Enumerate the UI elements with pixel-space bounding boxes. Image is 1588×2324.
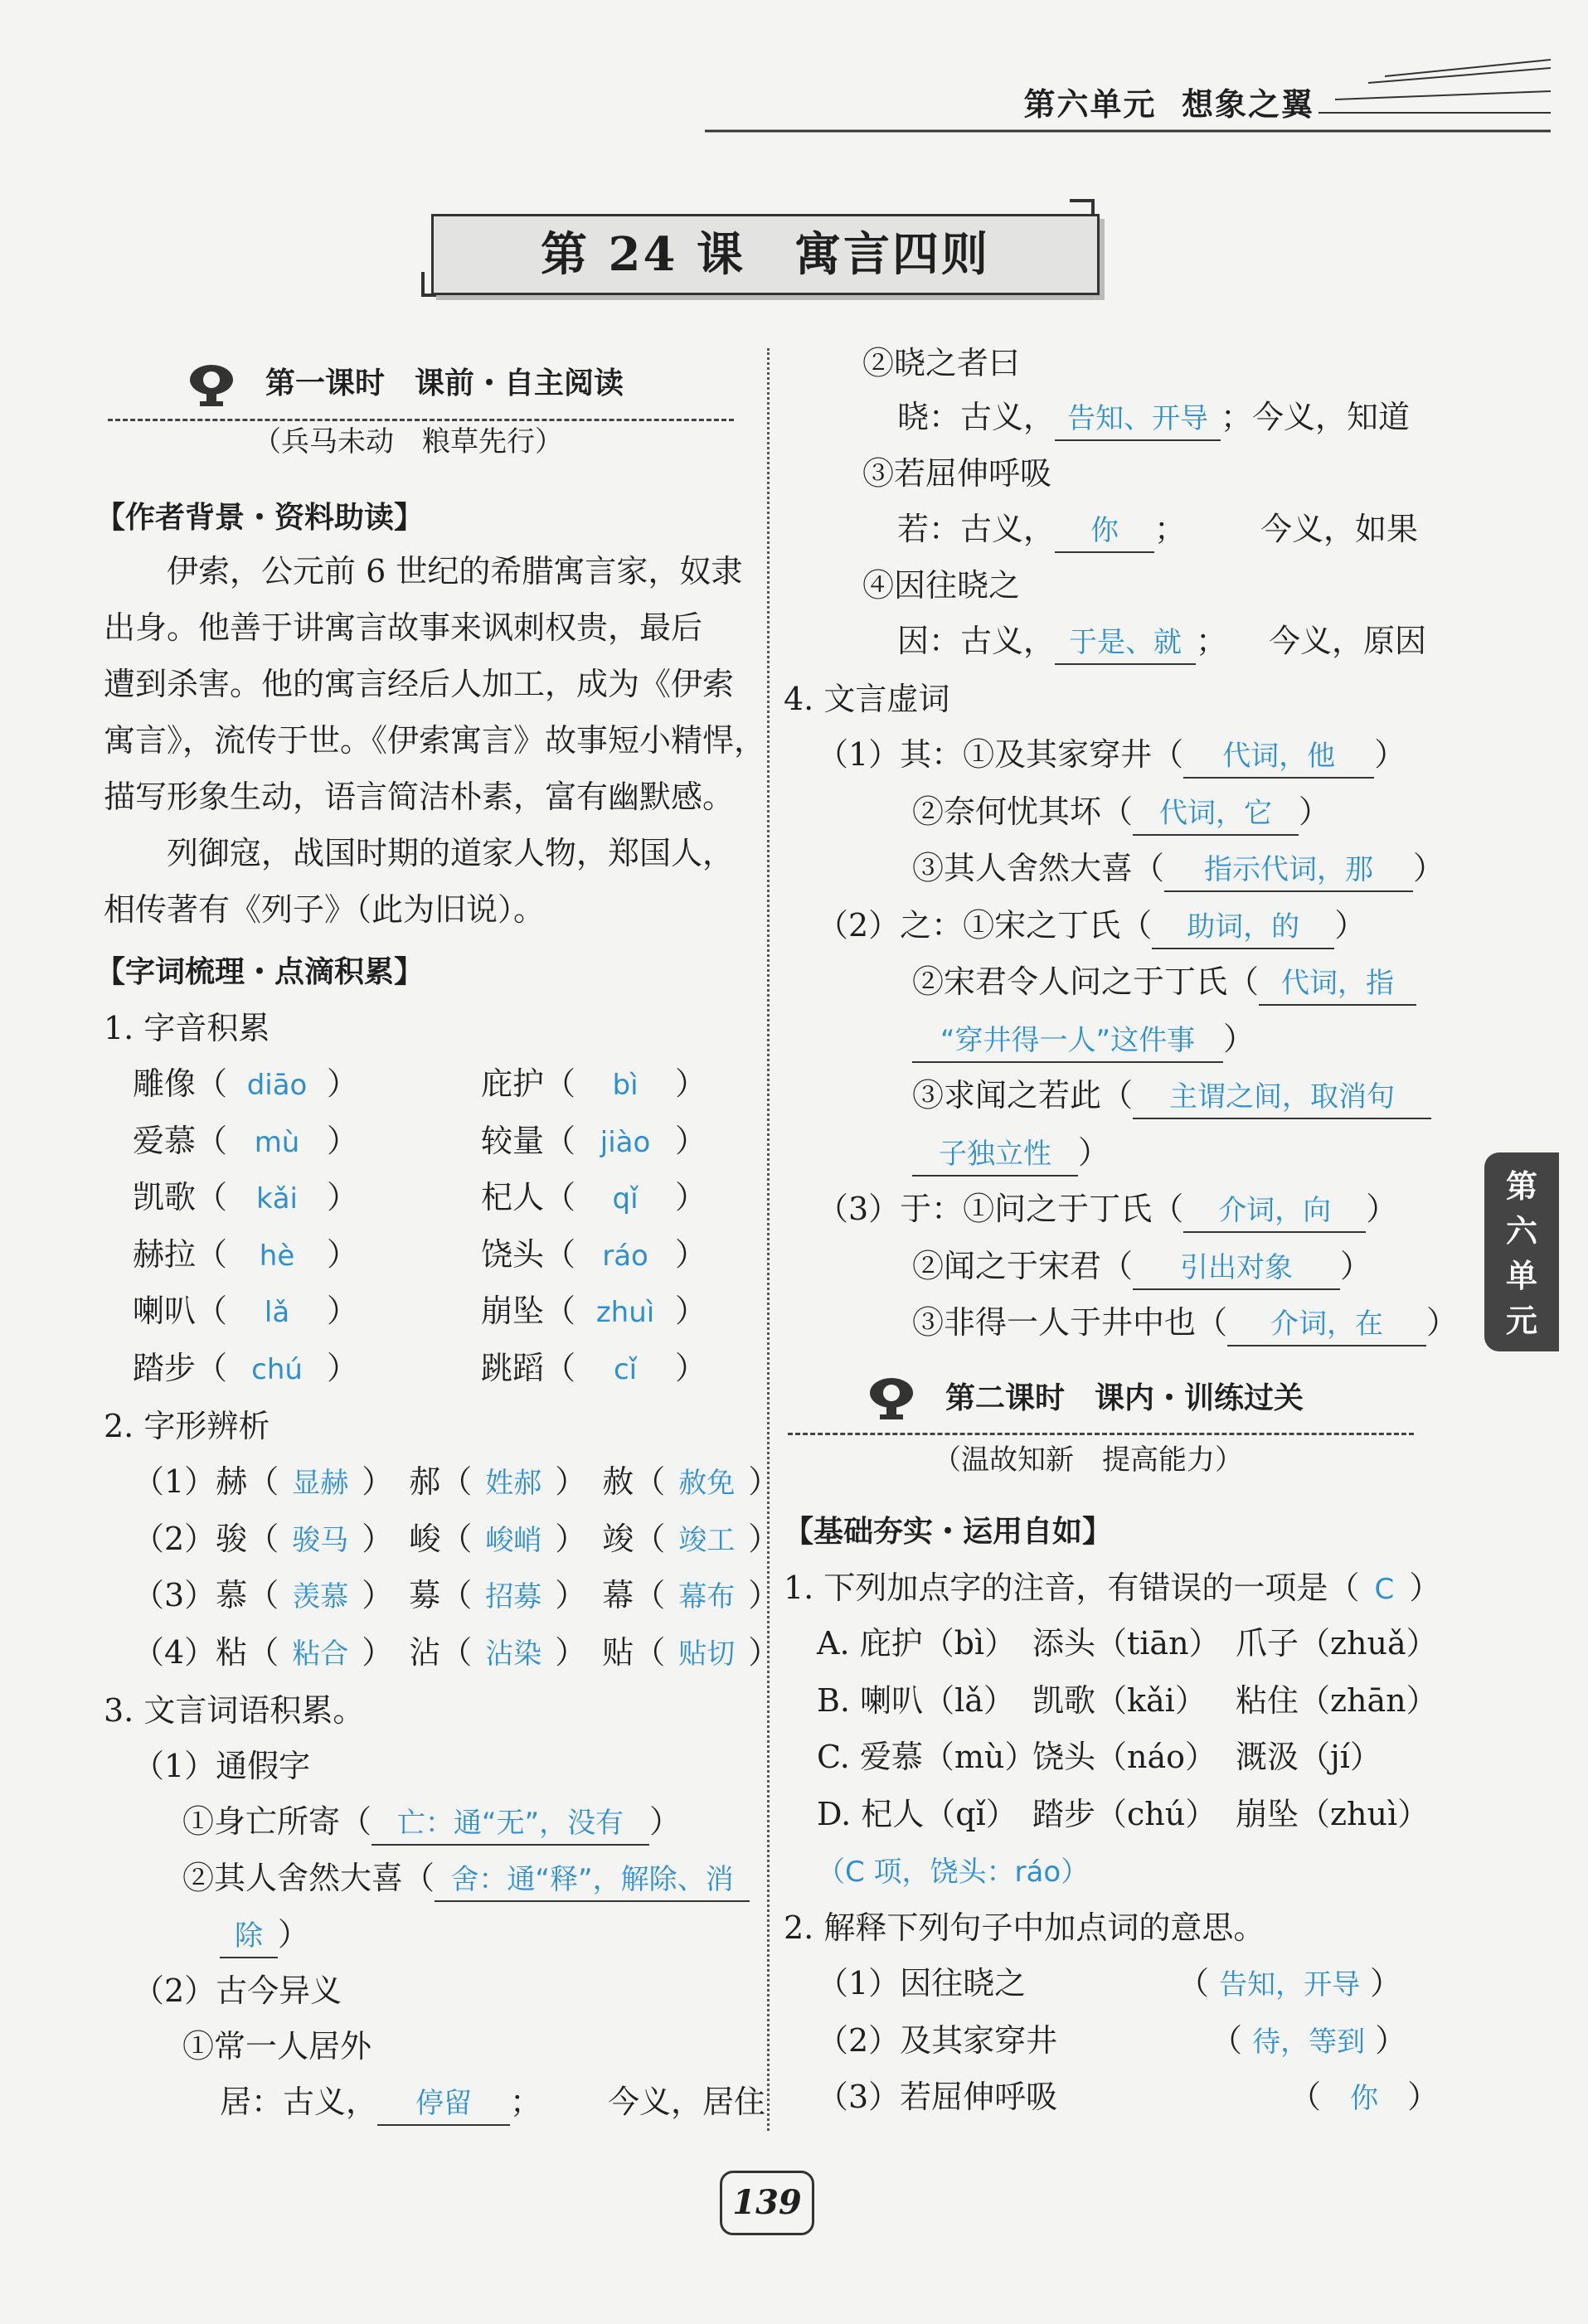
function-word-item (912, 1075, 1431, 1119)
bg-line: 出身。他善于讲寓言故事来讽刺权贵，最后 (104, 609, 703, 646)
section2-title: 第二课时 课内・训练过关 (945, 1381, 1304, 1415)
function-word-answer: 代词，指 (1259, 963, 1416, 1006)
function-word-item: ②闻之于宋君（ 引出对象 ） (912, 1245, 1372, 1290)
bg-line: 伊索，公元前 6 世纪的希腊寓言家，奴隶 (104, 553, 743, 589)
function-word-question: （1）其：①及其家穿井（ (817, 736, 1184, 773)
tongjia-question: ①身亡所寄（ (182, 1803, 372, 1840)
pinyin-answer: kǎi (256, 1182, 299, 1215)
gujin-title: （2）古今异义 (133, 1972, 342, 2009)
tongjia-answer: 舍：通“释”，解除、消 (435, 1859, 750, 1902)
q2-title: 2. 字形辨析 (104, 1408, 270, 1444)
function-word-item: （3）于：①问之于丁氏（ 介词，向 ） (817, 1188, 1397, 1233)
pinyin-word: 杞人 (481, 1179, 545, 1215)
shape-char: 赦 (602, 1463, 634, 1500)
pinyin-answer: zhuì (595, 1296, 655, 1329)
pinyin-answer: diāo (246, 1069, 308, 1102)
shape-answer: 招募 (485, 1580, 542, 1613)
mc-question: 1. 下列加点字的注音，有错误的一项是（ C ） (784, 1567, 1440, 1610)
pinyin-item: 饶头（ ráo ） (481, 1234, 707, 1277)
q1-title: 1. 字音积累 (104, 1010, 270, 1046)
trophy-icon (187, 363, 236, 408)
function-word-item: （1）其：①及其家穿井（ 代词，他 ） (817, 734, 1406, 779)
pinyin-word: 爱慕 (133, 1122, 197, 1159)
function-word-question: ③非得一人于井中也（ (912, 1304, 1228, 1341)
gujin-label: 若：古义， (897, 511, 1056, 547)
shape-answer: 幕布 (678, 1580, 736, 1613)
basic-heading: 【基础夯实・运用自如】 (784, 1515, 1113, 1549)
tongjia-item-cont: 除 ） (220, 1914, 309, 1958)
explain-answer: 你 (1350, 2082, 1379, 2115)
pinyin-word: 饶头 (481, 1235, 545, 1273)
function-word-question: ②奈何忧其坏（ (912, 793, 1134, 830)
mc-answer: C (1374, 1573, 1395, 1606)
shape-answer: 骏马 (292, 1523, 349, 1557)
side-tab-char: 单 (1505, 1258, 1537, 1294)
function-word-answer: 助词，的 (1152, 906, 1334, 949)
gujin-modern: 今义，居住 (608, 2084, 766, 2120)
function-word-item: ②奈何忧其坏（ 代词，它 ） (912, 791, 1330, 836)
tongjia-item (182, 1857, 750, 1902)
pinyin-answer: jiào (600, 1125, 651, 1159)
shape-answer: 贴切 (678, 1637, 736, 1671)
pinyin-answer: hè (259, 1239, 295, 1273)
pinyin-answer: ráo (602, 1239, 648, 1273)
bg-line: 相传著有《列子》（此为旧说）。 (104, 891, 546, 928)
dashed-rule (788, 1433, 1414, 1435)
gujin-modern: 今义，原因 (1269, 623, 1427, 659)
gujin-question: ①常一人居外 (182, 2028, 372, 2064)
shape-char: （1）赫 (133, 1463, 248, 1500)
shape-char: 郝 (409, 1463, 441, 1500)
function-word-item (912, 961, 1416, 1006)
bg-paragraph (104, 543, 765, 938)
shape-char: 贴 (602, 1633, 634, 1671)
unit-side-tab (1484, 1152, 1559, 1351)
function-word-answer: 代词，他 (1183, 735, 1374, 779)
function-word-answer: 引出对象 (1133, 1247, 1340, 1290)
function-word-item: ③非得一人于井中也（ 介词，在 ） (912, 1302, 1458, 1346)
mc-note: （C 项，饶头：ráo） (817, 1856, 1090, 1889)
function-word-question: ③其人舍然大喜（ (912, 850, 1165, 886)
shape-char: （3）慕 (133, 1577, 248, 1613)
gujin-answer: 你 (1055, 510, 1154, 553)
pinyin-word: 凯歌 (133, 1179, 197, 1215)
function-word-answer: 介词，在 (1227, 1303, 1426, 1346)
shape-answer: 沾染 (485, 1637, 542, 1671)
mc-option: B. 喇叭（lǎ） (817, 1681, 1015, 1719)
function-word-answer: 指示代词，那 (1164, 849, 1413, 892)
gujin-question: ③若屈伸呼吸 (862, 455, 1052, 492)
pinyin-item: 赫拉（ hè ） (133, 1234, 358, 1277)
pinyin-answer: qǐ (612, 1182, 639, 1215)
shape-answer: 显赫 (292, 1467, 349, 1500)
unit-theme: 想象之翼 (1181, 86, 1314, 123)
column-divider (767, 348, 770, 2131)
pinyin-item: 凯歌（ kǎi ） (133, 1177, 358, 1220)
function-word-answer: 介词，向 (1183, 1190, 1366, 1233)
q2-title: 2. 解释下列句子中加点词的意思。 (784, 1909, 1265, 1946)
explain-question: （1）因往晓之 (817, 1965, 1027, 2001)
mc-option: C. 爱慕（mù） (817, 1739, 1037, 1775)
tongjia-item: ①身亡所寄（ 亡：通“无”，没有 ） (182, 1801, 681, 1846)
gujin-label: 居：古义， (220, 2084, 378, 2120)
shape-char: 幕 (602, 1577, 634, 1613)
mc-option: 踏步（chú） (1032, 1795, 1217, 1832)
shape-answer: 粘合 (292, 1637, 349, 1671)
mc-option: 添头（tiān） (1032, 1625, 1221, 1662)
pinyin-word: 较量 (481, 1122, 545, 1159)
pinyin-item: 雕像（ diāo ） (133, 1063, 358, 1106)
shape-char: 募 (409, 1577, 441, 1613)
function-word-question: （3）于：①问之于丁氏（ (817, 1191, 1184, 1227)
shape-answer: 峻峭 (485, 1523, 542, 1557)
tongjia-answer: 亡：通“无”，没有 (372, 1802, 649, 1846)
function-word-question: （2）之：①宋之丁氏（ (817, 906, 1153, 944)
section2-subtitle: （温故知新 提高能力） (933, 1443, 1243, 1477)
mc-option: D. 杞人（qǐ） (817, 1795, 1017, 1832)
mc-option: A. 庇护（bì） (817, 1625, 1017, 1662)
gujin-item (897, 396, 1410, 441)
shape-char: 竣 (602, 1520, 634, 1557)
explain-answer-row: （ 告知，开导 ） (1178, 1963, 1401, 2006)
function-word-item: ③其人舍然大喜（ 指示代词，那 ） (912, 847, 1445, 892)
side-tab-char: 六 (1505, 1213, 1537, 1249)
mc-option: 爪子（zhuǎ） (1236, 1625, 1438, 1662)
pinyin-item: 踏步（ chú ） (133, 1347, 358, 1390)
bg-line: 寓言》，流传于世。《伊索寓言》故事短小精悍， (104, 722, 766, 759)
pinyin-item: 跳蹈（ cǐ ） (481, 1347, 707, 1390)
gujin-item: 居：古义， 停留 ； 今义，居住 (220, 2081, 765, 2126)
unit-header (1024, 79, 1315, 124)
function-word-answer: 代词，它 (1133, 793, 1299, 836)
bg-line: 遭到杀害。他的寓言经后人加工，成为《伊索 (104, 666, 735, 702)
unit-label: 第六单元 (1023, 86, 1157, 123)
function-word-answer: 主谓之间，取消句 (1133, 1076, 1431, 1119)
explain-question: （2）及其家穿井 (817, 2021, 1058, 2059)
bg-line: 描写形象生动，语言简洁朴素，富有幽默感。 (104, 779, 735, 815)
shape-answer: 赦免 (678, 1467, 736, 1500)
pinyin-word: 庇护 (481, 1065, 545, 1102)
pinyin-word: 赫拉 (133, 1235, 197, 1273)
vocab-heading: 【字词梳理・点滴积累】 (95, 955, 425, 989)
bg-line: 列御寇，战国时期的道家人物，郑国人， (104, 835, 735, 871)
explain-answer-row: （ 你 ） (1289, 2076, 1439, 2119)
pinyin-word: 跳蹈 (481, 1349, 545, 1386)
shape-char: （2）骏 (133, 1520, 248, 1557)
mc-option: 溉汲（jí） (1236, 1739, 1382, 1775)
bg-heading: 【作者背景・资料助读】 (95, 501, 425, 535)
shape-char: 沾 (409, 1633, 441, 1671)
section1-title: 第一课时 课前・自主阅读 (265, 366, 624, 400)
gujin-item: 因：古义， 于是、就 ； 今义，原因 (897, 620, 1426, 665)
section1-subtitle: （兵马未动 粮草先行） (253, 425, 563, 458)
shape-row: （3）慕（ 羡慕 ） 募（ 招募 ） 幕（ 幕布 ） (133, 1574, 779, 1618)
gujin-question: ④因往晓之 (862, 567, 1021, 604)
shape-answer: 羡慕 (292, 1580, 349, 1613)
q4-title: 4. 文言虚词 (784, 681, 950, 717)
pinyin-word: 崩坠 (481, 1293, 545, 1329)
side-tab-char: 第 (1505, 1168, 1537, 1205)
mc-option: 凯歌（kǎi） (1032, 1681, 1207, 1719)
pinyin-answer: mù (254, 1125, 300, 1159)
shape-row: （4）粘（ 粘合 ） 沾（ 沾染 ） 贴（ 贴切 ） (133, 1632, 779, 1675)
gujin-answer: 告知、开导 (1055, 398, 1221, 441)
explain-answer: 告知，开导 (1219, 1968, 1361, 2001)
gujin-question: ②晓之者曰 (862, 345, 1021, 381)
mc-option: 崩坠（zhuì） (1236, 1795, 1430, 1832)
pinyin-item: 喇叭（ lǎ ） (133, 1290, 358, 1333)
mc-question-text: 1. 下列加点字的注音，有错误的一项是（ (784, 1570, 1360, 1606)
function-word-answer: “穿井得一人”这件事 (912, 1020, 1223, 1063)
pinyin-answer: chú (251, 1352, 303, 1386)
gujin-answer: 于是、就 (1055, 622, 1196, 665)
function-word-item: （2）之：①宋之丁氏（ 助词，的 ） (817, 905, 1366, 949)
shape-char: 峻 (409, 1520, 441, 1557)
pinyin-item: 庇护（ bì ） (481, 1063, 707, 1106)
pinyin-word: 踏步 (133, 1349, 197, 1386)
shape-row: （1）赫（ 显赫 ） 郝（ 姓郝 ） 赦（ 赦免 ） (133, 1461, 779, 1504)
pinyin-item: 爱慕（ mù ） (133, 1120, 358, 1163)
pinyin-word: 雕像 (133, 1065, 197, 1102)
gujin-item: 若：古义， 你 ； 今义，如果 (897, 508, 1418, 553)
function-word-item: “穿井得一人”这件事 ） (912, 1018, 1255, 1063)
tongjia-answer: 除 (220, 1915, 278, 1958)
shape-char: （4）粘 (133, 1633, 248, 1671)
shape-answer: 姓郝 (485, 1467, 542, 1500)
page-number: 139 (720, 2171, 814, 2235)
pinyin-item: 较量（ jiào ） (481, 1120, 707, 1163)
mc-option: 饶头（náo） (1032, 1739, 1217, 1775)
function-word-question: ②宋君令人问之于丁氏（ (912, 963, 1260, 1000)
tongjia-question: ②其人舍然大喜（ (182, 1860, 435, 1896)
function-word-item: 子独立性 ） (912, 1132, 1110, 1177)
gujin-label: 因：古义， (897, 623, 1056, 659)
gujin-answer: 停留 (377, 2083, 510, 2126)
explain-answer: 待，等到 (1252, 2025, 1366, 2059)
explain-question: （3）若屈伸呼吸 (817, 2079, 1058, 2115)
pinyin-answer: cǐ (613, 1352, 638, 1386)
gujin-modern: ；今义，知道 (1221, 399, 1411, 435)
mc-option: 粘住（zhān） (1236, 1681, 1438, 1719)
pinyin-answer: lǎ (264, 1296, 290, 1329)
pinyin-item: 崩坠（ zhuì ） (481, 1290, 707, 1333)
side-tab-char: 元 (1505, 1303, 1537, 1339)
pinyin-item: 杞人（ qǐ ） (481, 1177, 707, 1220)
function-word-question: ③求闻之若此（ (912, 1077, 1134, 1113)
function-word-answer: 子独立性 (912, 1133, 1078, 1177)
gujin-modern: 今义，如果 (1260, 511, 1419, 547)
trophy-icon (867, 1376, 916, 1421)
gujin-label: 晓：古义， (897, 399, 1056, 435)
function-word-question: ②闻之于宋君（ (912, 1247, 1134, 1284)
tongjia-title: （1）通假字 (133, 1748, 311, 1784)
lesson-title: 第 24 课 寓言四则 (431, 214, 1100, 295)
shape-answer: 竣工 (678, 1523, 736, 1557)
explain-answer-row: （ 待，等到 ） (1211, 2020, 1406, 2063)
q3-title: 3. 文言词语积累。 (104, 1692, 365, 1729)
pinyin-answer: bì (612, 1069, 639, 1102)
pinyin-word: 喇叭 (133, 1293, 197, 1329)
shape-row: （2）骏（ 骏马 ） 峻（ 峻峭 ） 竣（ 竣工 ） (133, 1518, 779, 1561)
